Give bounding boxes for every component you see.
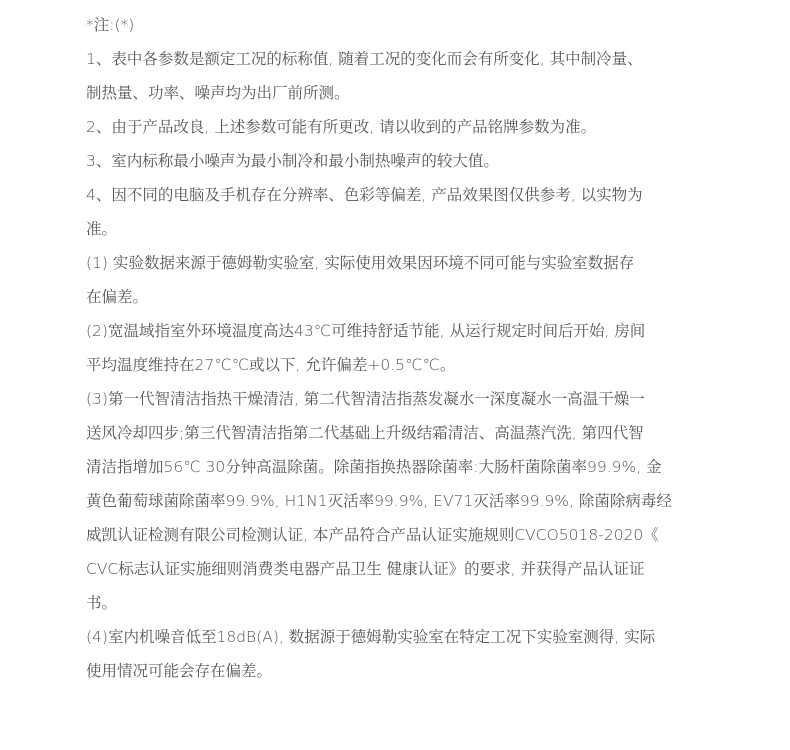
note-line: 3、室内标称最小噪声为最小制冷和最小制热噪声的较大值。 [86,152,499,170]
note-line: 准。 [86,220,118,238]
note-line: 黄色葡萄球菌除菌率99.9%, H1N1灭活率99.9%, EV71灭活率99.9%, 除菌除病毒经 [86,492,672,510]
note-line: 2、由于产品改良, 上述参数可能有所更改, 请以收到的产品铭牌参数为准。 [86,118,597,136]
note-line: 书。 [86,594,118,612]
note-line: 4、因不同的电脑及手机存在分辨率、色彩等偏差, 产品效果图仅供参考, 以实物为 [86,186,643,204]
note-line: CVC标志认证实施细则消费类电器产品卫生 健康认证》的要求, 并获得产品认证证 [86,560,645,578]
notes-block [86,8,706,688]
note-line: 制热量、功率、噪声均为出厂前所测。 [86,84,350,102]
note-line: 清洁指增加56℃ 30分钟高温除菌。除菌指换热器除菌率:大肠杆菌除菌率99.9%, 金 [86,458,662,476]
note-line: 1、表中各参数是额定工况的标称值, 随着工况的变化而会有所变化, 其中制冷量、 [86,50,643,68]
note-line: 平均温度维持在27℃℃或以下, 允许偏差+0.5℃℃。 [86,356,456,374]
note-line: 在偏差。 [86,288,149,306]
note-line: 使用情况可能会存在偏差。 [86,662,273,680]
note-line: (2)宽温域指室外环境温度高达43℃可维持舒适节能, 从运行规定时间后开始, 房间 [86,322,646,340]
note-line: 送风冷却四步;第三代智清洁指第二代基础上升级结霜清洁、高温蒸汽洗, 第四代智 [86,424,644,442]
note-line: (3)第一代智清洁指热干燥清洁, 第二代智清洁指蒸发凝水一深度凝水一高温干燥一 [86,390,645,408]
note-line: (1) 实验数据来源于德姆勒实验室, 实际使用效果因环境不同可能与实验室数据存 [86,254,635,272]
notes-heading: *注:(*) [86,16,135,34]
note-line: (4)室内机噪音低至18dB(A), 数据源于德姆勒实验室在特定工况下实验室测得, 实际 [86,628,656,646]
note-line: 威凯认证检测有限公司检测认证, 本产品符合产品认证实施规则CVCO5018-2020《 [86,526,659,544]
